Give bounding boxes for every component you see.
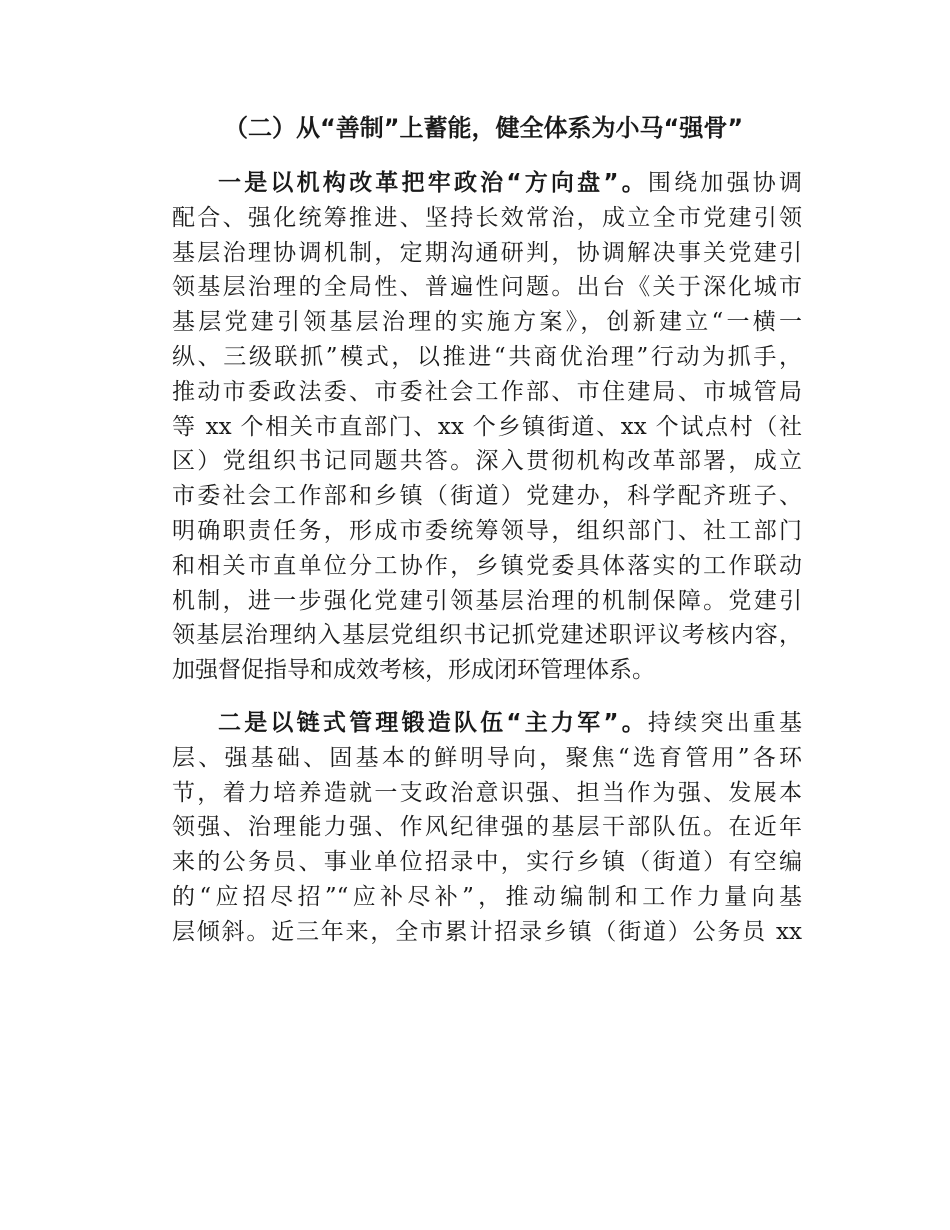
paragraph-line: [172, 166, 802, 201]
paragraph-line: 节，着力培养造就一支政治意识强、担当作为强、发展本: [172, 779, 802, 806]
paragraph-line: [172, 706, 802, 741]
section-heading: （二）从“善制”上蓄能，健全体系为小马“强骨”: [224, 114, 744, 142]
paragraph-line: 加强督促指导和成效考核，形成闭环管理体系。: [172, 657, 655, 684]
paragraph-line: 配合、强化统筹推进、坚持长效常治，成立全市党建引领: [172, 204, 802, 231]
paragraph-line: 领基层治理的全局性、普遍性问题。出台《关于深化城市: [172, 274, 802, 301]
paragraph-line: 明确职责任务，形成市委统筹领导，组织部门、社工部门: [172, 517, 802, 544]
paragraph-line: 领强、治理能力强、作风纪律强的基层干部队伍。在近年: [172, 814, 802, 841]
paragraph-line: 市委社会工作部和乡镇（街道）党建办，科学配齐班子、: [172, 483, 802, 510]
paragraph-lead: 一是以机构改革把牢政治“方向盘”。: [218, 170, 648, 196]
paragraph-line: 层倾斜。近三年来，全市累计招录乡镇（街道）公务员 xx: [172, 918, 802, 945]
paragraph-line: 纵、三级联抓”模式，以推进“共商优治理”行动为抓手，: [172, 343, 802, 370]
paragraph-text: 围绕加强协调: [647, 170, 803, 196]
paragraph-line: 机制，进一步强化党建引领基层治理的机制保障。党建引: [172, 587, 802, 614]
paragraph-line: 基层党建引领基层治理的实施方案》，创新建立“一横一: [172, 309, 802, 336]
paragraph-line: 领基层治理纳入基层党组织书记抓党建述职评议考核内容，: [172, 622, 802, 649]
document-page: [172, 108, 802, 950]
paragraph-2: [172, 706, 802, 950]
paragraph-line: 的“应招尽招”“应补尽补”，推动编制和工作力量向基: [172, 883, 802, 910]
paragraph-line: 推动市委政法委、市委社会工作部、市住建局、市城管局: [172, 378, 802, 405]
paragraph-lead: 二是以链式管理锻造队伍“主力军”。: [218, 709, 648, 736]
paragraph-line: 基层治理协调机制，定期沟通研判，协调解决事关党建引: [172, 239, 802, 266]
paragraph-line: 区）党组织书记同题共答。深入贯彻机构改革部署，成立: [172, 448, 802, 475]
paragraph-line: 来的公务员、事业单位招录中，实行乡镇（街道）有空编: [172, 849, 802, 876]
paragraph-line: 和相关市直单位分工协作，乡镇党委具体落实的工作联动: [172, 552, 802, 579]
paragraph-gap: [172, 688, 802, 706]
paragraph-1: [172, 166, 802, 688]
paragraph-line: 层、强基础、固基本的鲜明导向，聚焦“选育管用”各环: [172, 744, 802, 771]
paragraph-text: 持续突出重基: [647, 709, 803, 736]
paragraph-line: 等 xx 个相关市直部门、xx 个乡镇街道、xx 个试点村（社: [172, 413, 802, 440]
